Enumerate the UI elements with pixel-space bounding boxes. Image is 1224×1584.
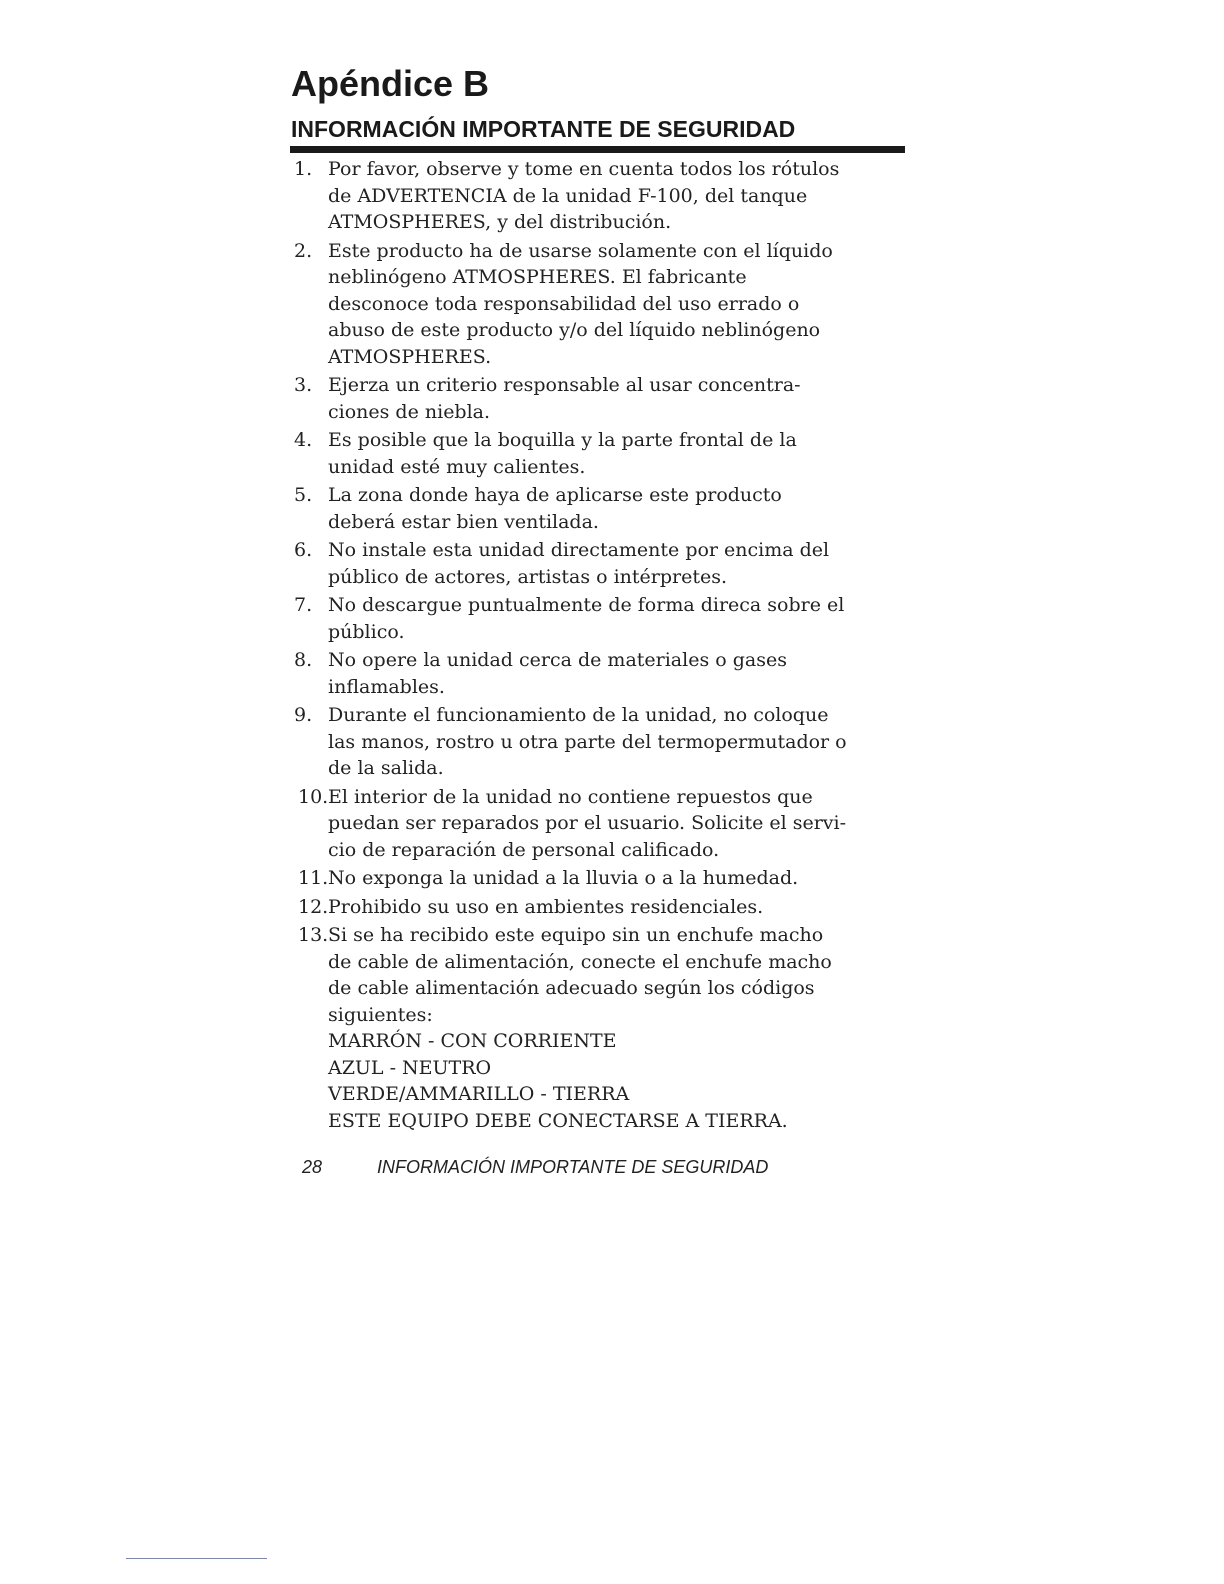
item-number: 4. bbox=[294, 429, 313, 451]
item-line: La zona donde haya de aplicarse este producto bbox=[328, 484, 782, 506]
item-number: 10. bbox=[298, 785, 329, 808]
item-number: 5. bbox=[294, 484, 313, 506]
item-number: 9. bbox=[294, 704, 313, 726]
item-text bbox=[328, 372, 910, 425]
item-line: de cable alimentación adecuado según los códigos bbox=[328, 977, 815, 999]
item-line: de ADVERTENCIA de la unidad F-100, del tanque bbox=[328, 184, 808, 207]
safety-list bbox=[290, 156, 910, 1136]
item-number: 1. bbox=[294, 158, 313, 180]
list-item bbox=[290, 784, 910, 864]
item-number: 12. bbox=[298, 895, 329, 918]
item-number: 3. bbox=[294, 374, 313, 396]
list-item bbox=[290, 647, 910, 700]
item-line: deberá estar bien ventilada. bbox=[328, 510, 599, 533]
item-number: 11. bbox=[298, 867, 329, 889]
list-item bbox=[290, 537, 910, 590]
item-number: 2. bbox=[294, 239, 313, 262]
item-text bbox=[328, 894, 910, 921]
list-item bbox=[290, 156, 910, 236]
item-text bbox=[328, 537, 910, 590]
item-line: No exponga la unidad a la lluvia o a la humedad. bbox=[328, 867, 799, 889]
item-line: público. bbox=[328, 620, 405, 643]
item-text bbox=[328, 784, 910, 864]
list-item bbox=[290, 865, 910, 892]
item-line: las manos, rostro u otra parte del termopermutador o bbox=[328, 730, 847, 753]
item-text bbox=[328, 865, 910, 892]
item-line: de la salida. bbox=[328, 757, 444, 779]
list-item bbox=[290, 372, 910, 425]
appendix-title: Apéndice B bbox=[291, 63, 490, 104]
item-number: 8. bbox=[294, 649, 313, 671]
list-item bbox=[290, 922, 910, 1134]
item-line: ESTE EQUIPO DEBE CONECTARSE A TIERRA. bbox=[328, 1109, 788, 1132]
item-line: ATMOSPHERES. bbox=[328, 345, 492, 368]
item-line: cio de reparación de personal calificado. bbox=[328, 838, 720, 861]
item-text bbox=[328, 702, 910, 782]
item-line: VERDE/AMMARILLO - TIERRA bbox=[328, 1083, 630, 1105]
item-line: AZUL - NEUTRO bbox=[328, 1056, 492, 1079]
item-text bbox=[328, 156, 910, 236]
item-line: de cable de alimentación, conecte el enchufe macho bbox=[328, 950, 832, 973]
item-line: inflamables. bbox=[328, 675, 445, 698]
item-line: ATMOSPHERES, y del distribución. bbox=[328, 211, 672, 233]
item-line: Ejerza un criterio responsable al usar concentra- bbox=[328, 374, 801, 396]
item-number: 13. bbox=[298, 924, 329, 946]
item-text bbox=[328, 592, 910, 645]
section-title: INFORMACIÓN IMPORTANTE DE SEGURIDAD bbox=[291, 116, 796, 142]
item-line: ciones de niebla. bbox=[328, 400, 491, 423]
item-line: Es posible que la boquilla y la parte frontal de la bbox=[328, 429, 797, 451]
item-line: unidad esté muy calientes. bbox=[328, 455, 586, 478]
item-line: No descargue puntualmente de forma direca sobre el bbox=[328, 594, 845, 616]
item-line: No instale esta unidad directamente por encima del bbox=[328, 539, 830, 561]
item-line: Durante el funcionamiento de la unidad, no coloque bbox=[328, 704, 829, 726]
scan-artifact-line bbox=[126, 1558, 267, 1559]
item-text bbox=[328, 922, 910, 1134]
item-line: público de actores, artistas o intérpretes. bbox=[328, 565, 728, 588]
item-text bbox=[328, 238, 910, 371]
item-line: Prohibido su uso en ambientes residenciales. bbox=[328, 895, 764, 918]
item-text bbox=[328, 427, 910, 480]
title-rule bbox=[290, 146, 905, 153]
item-line: Este producto ha de usarse solamente con el líquido bbox=[328, 239, 833, 262]
list-item bbox=[290, 702, 910, 782]
item-number: 6. bbox=[294, 539, 313, 561]
item-line: No opere la unidad cerca de materiales o gases bbox=[328, 649, 787, 671]
page-footer bbox=[302, 1155, 768, 1179]
item-line: siguientes: bbox=[328, 1003, 433, 1026]
item-line: neblinógeno ATMOSPHERES. El fabricante bbox=[328, 266, 747, 288]
list-item bbox=[290, 592, 910, 645]
item-line: abuso de este producto y/o del líquido neblinógeno bbox=[328, 319, 821, 341]
page-number: 28 bbox=[302, 1157, 323, 1177]
item-line: Si se ha recibido este equipo sin un enchufe macho bbox=[328, 924, 824, 946]
list-item bbox=[290, 238, 910, 371]
item-text bbox=[328, 482, 910, 535]
item-number: 7. bbox=[294, 594, 313, 616]
item-line: desconoce toda responsabilidad del uso errado o bbox=[328, 292, 800, 315]
item-text bbox=[328, 647, 910, 700]
item-line: Por favor, observe y tome en cuenta todos los rótulos bbox=[328, 158, 840, 180]
list-item bbox=[290, 482, 910, 535]
list-item bbox=[290, 894, 910, 921]
list-item bbox=[290, 427, 910, 480]
item-line: puedan ser reparados por el usuario. Solicite el servi- bbox=[328, 812, 847, 834]
item-line: MARRÓN - CON CORRIENTE bbox=[328, 1030, 617, 1052]
running-title: INFORMACIÓN IMPORTANTE DE SEGURIDAD bbox=[377, 1157, 769, 1177]
item-line: El interior de la unidad no contiene repuestos que bbox=[328, 785, 813, 808]
